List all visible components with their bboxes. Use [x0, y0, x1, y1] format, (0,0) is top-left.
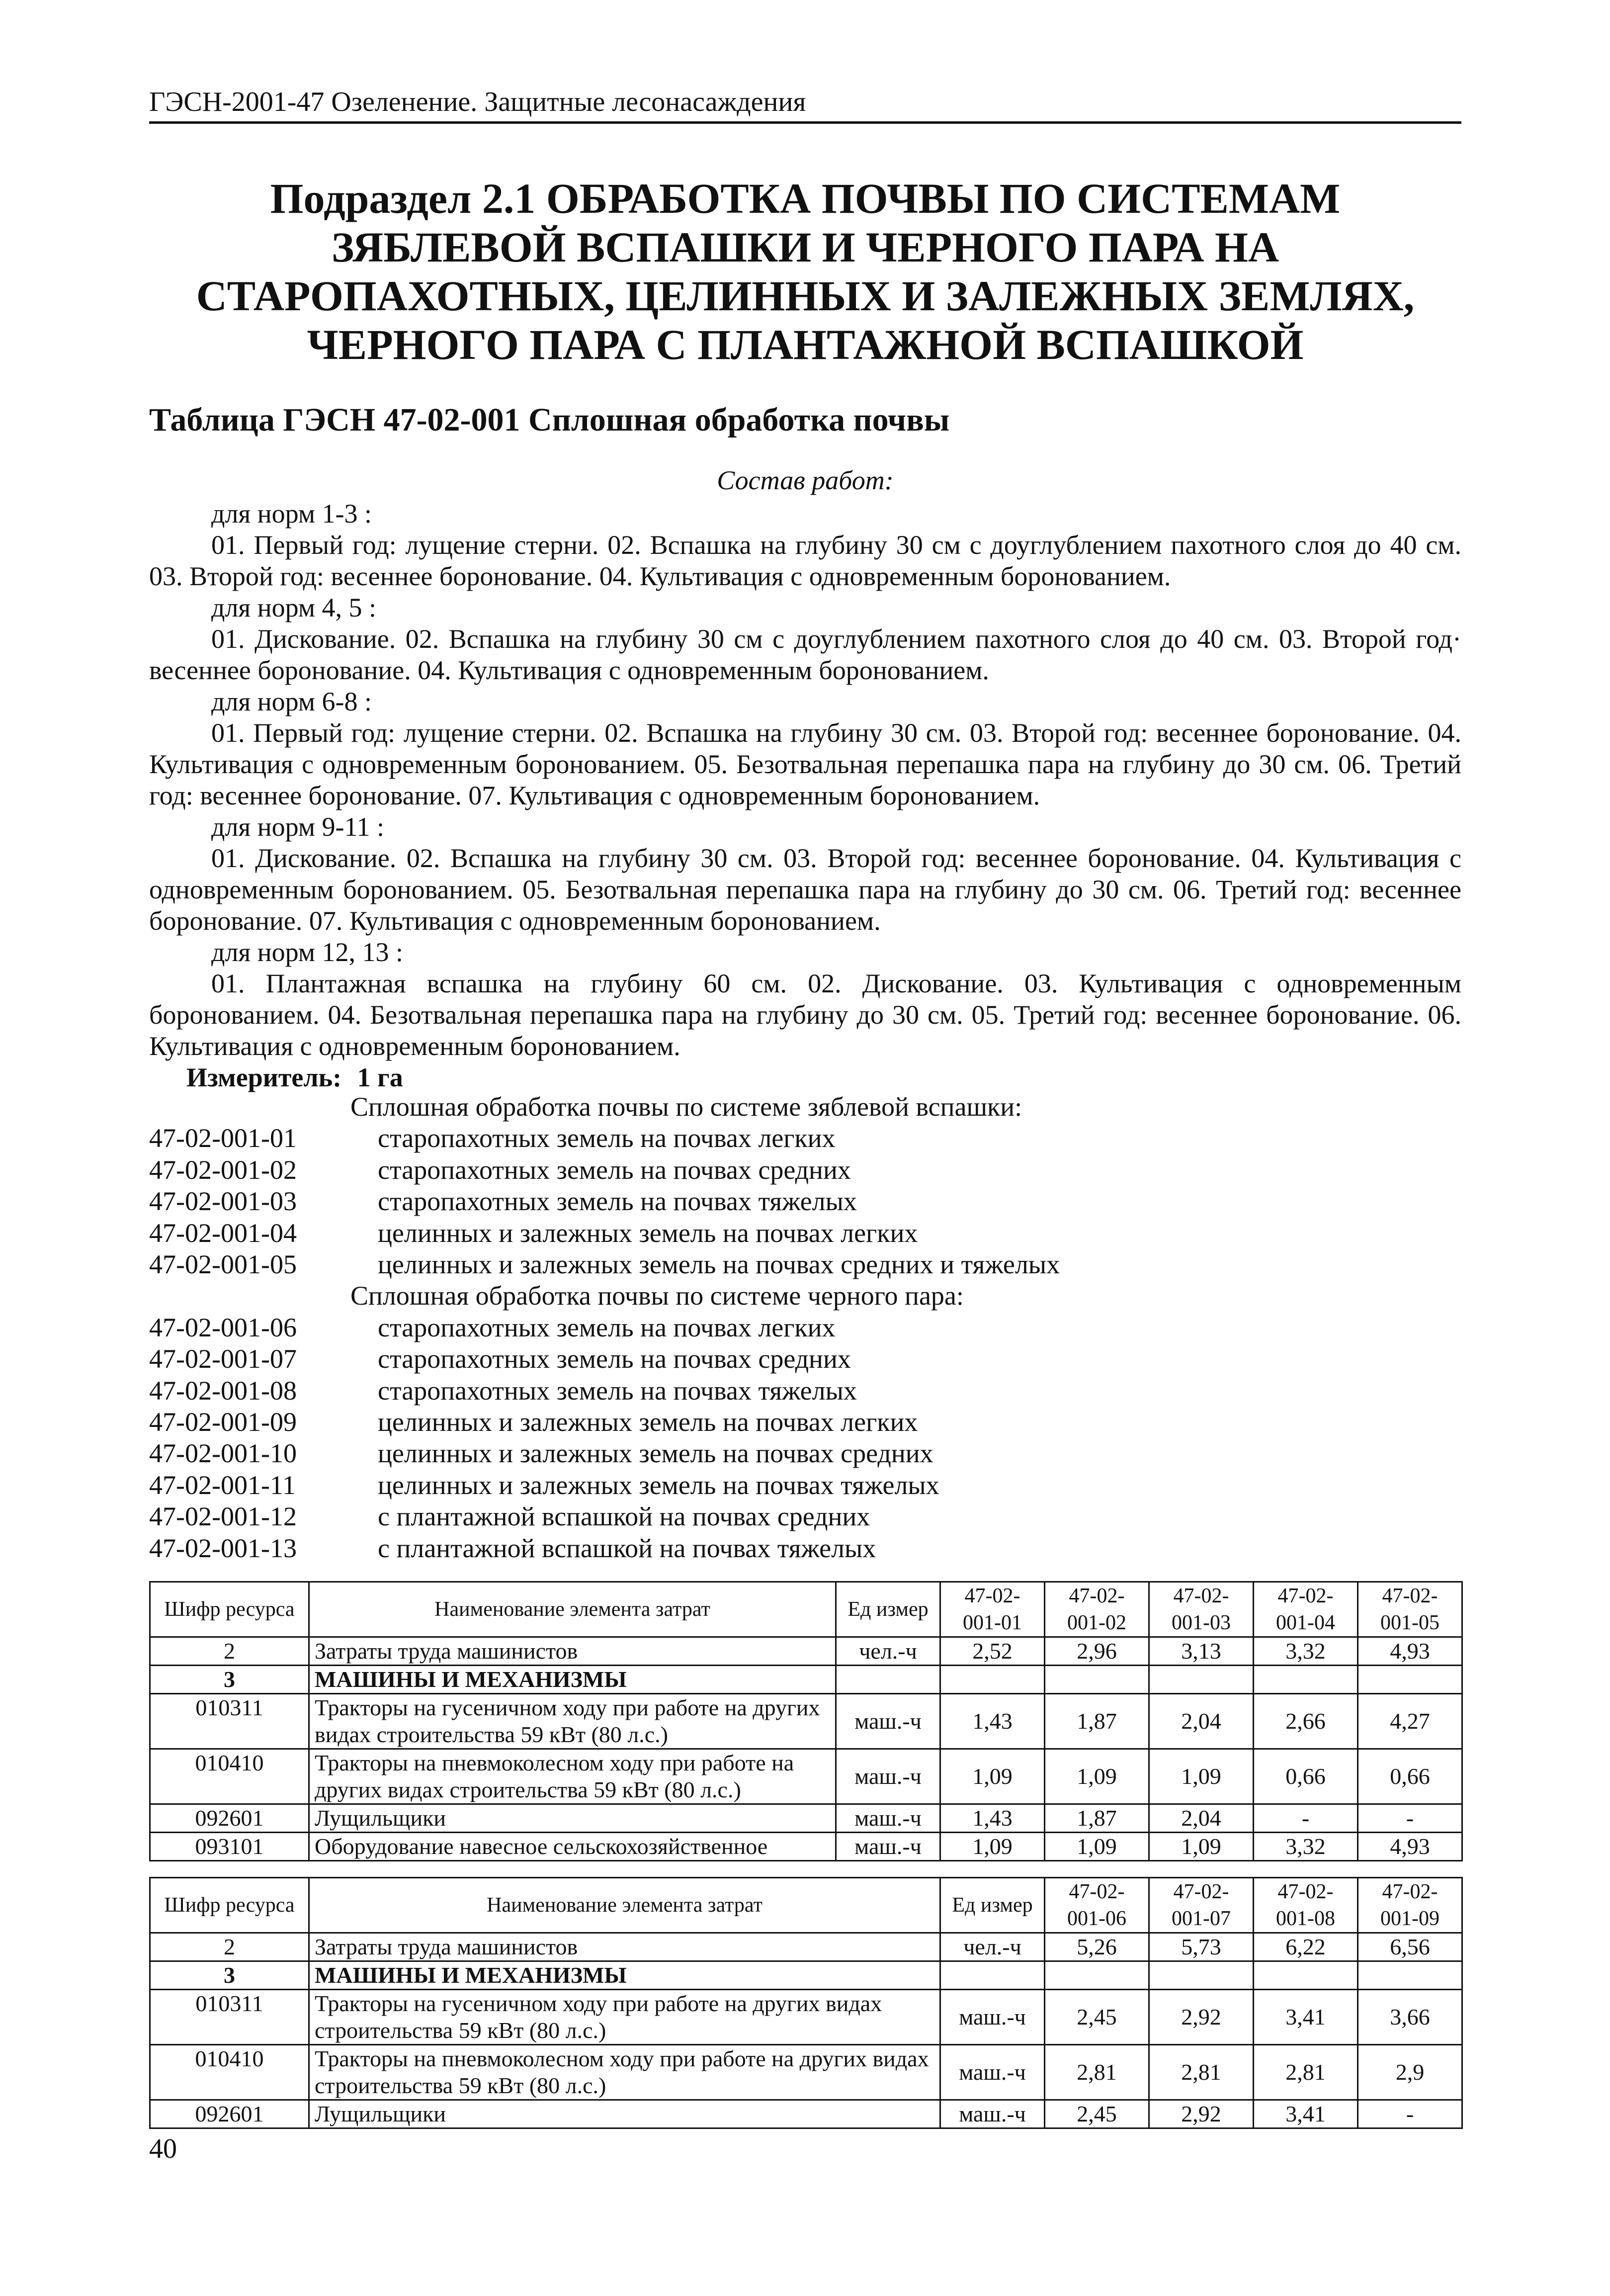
table-row — [150, 1933, 1462, 1961]
code-row — [149, 1186, 1461, 1217]
norm-description: целинных и залежных земель на почвах тяжелых — [378, 1470, 939, 1500]
column-header: Ед измер — [940, 1878, 1045, 1933]
cell-value: 3,41 — [1254, 1990, 1358, 2045]
cell-value: 2,45 — [1045, 1990, 1149, 2045]
cell-value: 2,96 — [1045, 1637, 1149, 1666]
column-header: 47-02-001-06 — [1045, 1878, 1149, 1933]
norm-group-text: 01. Дискование. 02. Вспашка на глубину 30 см. 03. Второй год: весеннее боронование. 04. Культивация с одновременным боронованием. 05. Безотвальная перепашка пара на глубину до 30 см. 06. Третий год: весеннее боронование. 07. Культивация с одновременным боронованием. — [149, 843, 1461, 936]
cell-value: 1,09 — [1149, 1833, 1254, 1861]
resource-unit: чел.-ч — [940, 1933, 1045, 1961]
cell-value: 3,32 — [1254, 1833, 1358, 1861]
cell-value: 6,22 — [1254, 1933, 1358, 1961]
column-header: Шифр ресурса — [150, 1582, 309, 1637]
norm-code-list — [149, 1091, 1461, 1564]
table-group-row — [150, 1666, 1462, 1694]
table-header-row — [150, 1582, 1462, 1637]
norm-group-text: 01. Плантажная вспашка на глубину 60 см. 02. Дискование. 03. Культивация с одновременным боронованием. 04. Безотвальная перепашка пара на глубину до 30 см. 05. Третий год: весеннее боронование. 06. Культивация с одновременным боронованием. — [149, 969, 1461, 1061]
table-row — [150, 1749, 1462, 1804]
resource-code: 010410 — [150, 1749, 309, 1804]
resource-code: 2 — [150, 1637, 309, 1666]
resource-code: 092601 — [150, 1804, 309, 1833]
table-row — [150, 1833, 1462, 1861]
resource-unit: маш.-ч — [836, 1804, 940, 1833]
norm-code: 47-02-001-04 — [149, 1218, 297, 1248]
code-row — [149, 1343, 1461, 1375]
cell-value: 1,09 — [1149, 1749, 1254, 1804]
resource-unit: маш.-ч — [940, 1990, 1045, 2045]
cell-value: 3,13 — [1149, 1637, 1254, 1666]
table-row — [150, 2100, 1462, 2128]
norm-description: старопахотных земель на почвах легких — [378, 1312, 836, 1342]
column-header: 47-02-001-03 — [1149, 1582, 1254, 1637]
cell-value: 4,27 — [1358, 1694, 1462, 1749]
resource-code: 2 — [150, 1933, 309, 1961]
code-row — [149, 1123, 1461, 1154]
norm-group-label: для норм 4, 5 : — [211, 593, 377, 622]
norm-group-text: 01. Дискование. 02. Вспашка на глубину 30 см с доуглублением пахотного слоя до 40 см. 03. Второй год· весеннее боронование. 04. Культивация с одновременным боронованием. — [149, 624, 1461, 685]
column-header: Шифр ресурса — [150, 1878, 309, 1933]
cell-value: 1,09 — [940, 1749, 1045, 1804]
table-header-row — [150, 1878, 1462, 1933]
cell-value: 2,45 — [1045, 2100, 1149, 2128]
resource-code: 093101 — [150, 1833, 309, 1861]
norm-description: целинных и залежных земель на почвах средних — [378, 1438, 933, 1469]
table-title: Таблица ГЭСН 47-02-001 Сплошная обработка почвы — [149, 402, 950, 438]
cell-value: 2,04 — [1149, 1804, 1254, 1833]
norm-code: 47-02-001-12 — [149, 1501, 297, 1532]
norm-description: целинных и залежных земель на почвах легких — [378, 1218, 918, 1248]
code-group-heading: Сплошная обработка почвы по системе зяблевой вспашки: — [350, 1092, 1022, 1122]
code-row — [149, 1154, 1461, 1186]
resource-unit: маш.-ч — [836, 1749, 940, 1804]
table-row — [150, 1637, 1462, 1666]
cell-value: - — [1358, 2100, 1462, 2128]
norm-code: 47-02-001-05 — [149, 1249, 297, 1280]
resource-code: 3 — [150, 1666, 309, 1694]
resource-code: 010311 — [150, 1990, 309, 2045]
cell-value: 2,81 — [1149, 2045, 1254, 2100]
code-row — [149, 1218, 1461, 1249]
cell-value: 6,56 — [1358, 1933, 1462, 1961]
page-number: 40 — [149, 2133, 177, 2164]
resource-unit: маш.-ч — [940, 2045, 1045, 2100]
column-header: 47-02-001-01 — [940, 1582, 1045, 1637]
table-group-row — [150, 1961, 1462, 1990]
column-header: Ед измер — [836, 1582, 940, 1637]
table-row — [150, 1990, 1462, 2045]
resource-name: Тракторы на гусеничном ходу при работе на других видах строительства 59 кВт (80 л.с.) — [309, 1694, 836, 1749]
norm-description: с плантажной вспашкой на почвах тяжелых — [378, 1533, 876, 1563]
norm-group-text: 01. Первый год: лущение стерни. 02. Вспашка на глубину 30 см. 03. Второй год: весеннее боронование. 04. Культивация с одновременным боронованием. 05. Безотвальная перепашка пара на глубину до 30 см. 06. Третий год: весеннее боронование. 07. Культивация с одновременным боронованием. — [149, 718, 1461, 810]
resource-name: Тракторы на гусеничном ходу при работе на других видах строительства 59 кВт (80 л.с.) — [309, 1990, 940, 2045]
norm-description: старопахотных земель на почвах средних — [378, 1154, 851, 1185]
code-row — [149, 1312, 1461, 1343]
cell-value: 3,41 — [1254, 2100, 1358, 2128]
code-row — [149, 1407, 1461, 1438]
measure-value: 1 га — [357, 1062, 403, 1092]
code-row — [149, 1438, 1461, 1469]
code-row — [149, 1375, 1461, 1407]
column-header: 47-02-001-09 — [1358, 1878, 1462, 1933]
column-header: Наименование элемента затрат — [309, 1582, 836, 1637]
resource-unit: маш.-ч — [836, 1694, 940, 1749]
cell-value: 1,43 — [940, 1694, 1045, 1749]
group-name: МАШИНЫ И МЕХАНИЗМЫ — [309, 1666, 836, 1694]
cell-value: 3,32 — [1254, 1637, 1358, 1666]
resource-name: Лущильщики — [309, 1804, 836, 1833]
norm-code: 47-02-001-03 — [149, 1186, 297, 1217]
norm-code: 47-02-001-07 — [149, 1344, 297, 1374]
works-heading: Состав работ: — [717, 465, 894, 495]
norm-code: 47-02-001-08 — [149, 1375, 297, 1406]
norm-code: 47-02-001-11 — [149, 1470, 296, 1500]
cell-value: 1,09 — [1045, 1749, 1149, 1804]
column-header: 47-02-001-05 — [1358, 1582, 1462, 1637]
code-row — [149, 1249, 1461, 1280]
code-row — [149, 1501, 1461, 1532]
norm-group-label: для норм 9-11 : — [211, 812, 384, 842]
norm-description: старопахотных земель на почвах тяжелых — [378, 1186, 857, 1217]
running-header: ГЭСН-2001-47 Озеленение. Защитные лесонасаждения — [149, 85, 1461, 124]
cell-value: 2,52 — [940, 1637, 1045, 1666]
cell-value: 1,09 — [940, 1833, 1045, 1861]
cell-value: 5,26 — [1045, 1933, 1149, 1961]
resource-code: 010311 — [150, 1694, 309, 1749]
cell-value: - — [1254, 1804, 1358, 1833]
cell-value: 0,66 — [1254, 1749, 1358, 1804]
norm-description: старопахотных земель на почвах легких — [378, 1123, 836, 1153]
cell-value: 1,43 — [940, 1804, 1045, 1833]
measure-label: Измеритель: — [186, 1062, 342, 1092]
column-header: Наименование элемента затрат — [309, 1878, 940, 1933]
column-header: 47-02-001-04 — [1254, 1582, 1358, 1637]
code-row — [149, 1533, 1461, 1564]
resource-name: Оборудование навесное сельскохозяйственное — [309, 1833, 836, 1861]
norm-description: старопахотных земель на почвах средних — [378, 1344, 851, 1374]
cell-value: 1,87 — [1045, 1694, 1149, 1749]
norm-group-label: для норм 12, 13 : — [211, 937, 404, 967]
resource-name: Тракторы на пневмоколесном ходу при работе на других видах строительства 59 кВт (80 л.с.) — [309, 1749, 836, 1804]
table-row — [150, 1694, 1462, 1749]
group-name: МАШИНЫ И МЕХАНИЗМЫ — [309, 1961, 940, 1990]
cell-value: 2,81 — [1254, 2045, 1358, 2100]
resource-name: Лущильщики — [309, 2100, 940, 2128]
norm-code: 47-02-001-01 — [149, 1123, 297, 1153]
cell-value: 5,73 — [1149, 1933, 1254, 1961]
resource-code: 010410 — [150, 2045, 309, 2100]
cell-value: 4,93 — [1358, 1833, 1462, 1861]
cell-value: 1,87 — [1045, 1804, 1149, 1833]
cell-value: 1,09 — [1045, 1833, 1149, 1861]
norm-code: 47-02-001-09 — [149, 1407, 297, 1437]
code-row — [149, 1470, 1461, 1501]
cell-value: 2,81 — [1045, 2045, 1149, 2100]
norm-group-text: 01. Первый год: лущение стерни. 02. Вспашка на глубину 30 см с доуглублением пахотного слоя до 40 см. 03. Второй год: весеннее боронование. 04. Культивация с одновременным боронованием. — [149, 530, 1461, 591]
resource-table-2 — [149, 1877, 1463, 2129]
resource-unit: маш.-ч — [940, 2100, 1045, 2128]
code-group-heading: Сплошная обработка почвы по системе черного пара: — [350, 1281, 964, 1311]
cell-value: 2,66 — [1254, 1694, 1358, 1749]
resource-name: Затраты труда машинистов — [309, 1933, 940, 1961]
resource-name: Затраты труда машинистов — [309, 1637, 836, 1666]
resource-unit: чел.-ч — [836, 1637, 940, 1666]
norm-code: 47-02-001-06 — [149, 1312, 297, 1342]
norm-group-label: для норм 1-3 : — [211, 499, 372, 529]
norm-description: старопахотных земель на почвах тяжелых — [378, 1375, 857, 1406]
table-row — [150, 2045, 1462, 2100]
norm-group-label: для норм 6-8 : — [211, 687, 372, 716]
resource-table-1 — [149, 1581, 1463, 1861]
cell-value: 0,66 — [1358, 1749, 1462, 1804]
norm-description: целинных и залежных земель на почвах средних и тяжелых — [378, 1249, 1060, 1280]
norm-code: 47-02-001-10 — [149, 1438, 297, 1469]
cell-value: 2,92 — [1149, 2100, 1254, 2128]
section-title: Подраздел 2.1 ОБРАБОТКА ПОЧВЫ ПО СИСТЕМАМ ЗЯБЛЕВОЙ ВСПАШКИ И ЧЕРНОГО ПАРА НА СТАРОПАХОТНЫХ, ЦЕЛИННЫХ И ЗАЛЕЖНЫХ ЗЕМЛЯХ, ЧЕРНОГО ПАРА С ПЛАНТАЖНОЙ ВСПАШКОЙ — [196, 175, 1415, 368]
cell-value: 2,9 — [1358, 2045, 1462, 2100]
table-row — [150, 1804, 1462, 1833]
column-header: 47-02-001-02 — [1045, 1582, 1149, 1637]
works-composition — [149, 465, 1461, 1093]
resource-code: 092601 — [150, 2100, 309, 2128]
norm-code: 47-02-001-13 — [149, 1533, 297, 1563]
cell-value: - — [1358, 1804, 1462, 1833]
norm-code: 47-02-001-02 — [149, 1154, 297, 1185]
column-header: 47-02-001-07 — [1149, 1878, 1254, 1933]
cell-value: 2,04 — [1149, 1694, 1254, 1749]
column-header: 47-02-001-08 — [1254, 1878, 1358, 1933]
cell-value: 2,92 — [1149, 1990, 1254, 2045]
resource-code: 3 — [150, 1961, 309, 1990]
resource-name: Тракторы на пневмоколесном ходу при работе на других видах строительства 59 кВт (80 л.с.) — [309, 2045, 940, 2100]
measure-line — [149, 1062, 1461, 1093]
cell-value: 4,93 — [1358, 1637, 1462, 1666]
norm-description: целинных и залежных земель на почвах легких — [378, 1407, 918, 1437]
norm-description: с плантажной вспашкой на почвах средних — [378, 1501, 870, 1532]
resource-unit: маш.-ч — [836, 1833, 940, 1861]
cell-value: 3,66 — [1358, 1990, 1462, 2045]
